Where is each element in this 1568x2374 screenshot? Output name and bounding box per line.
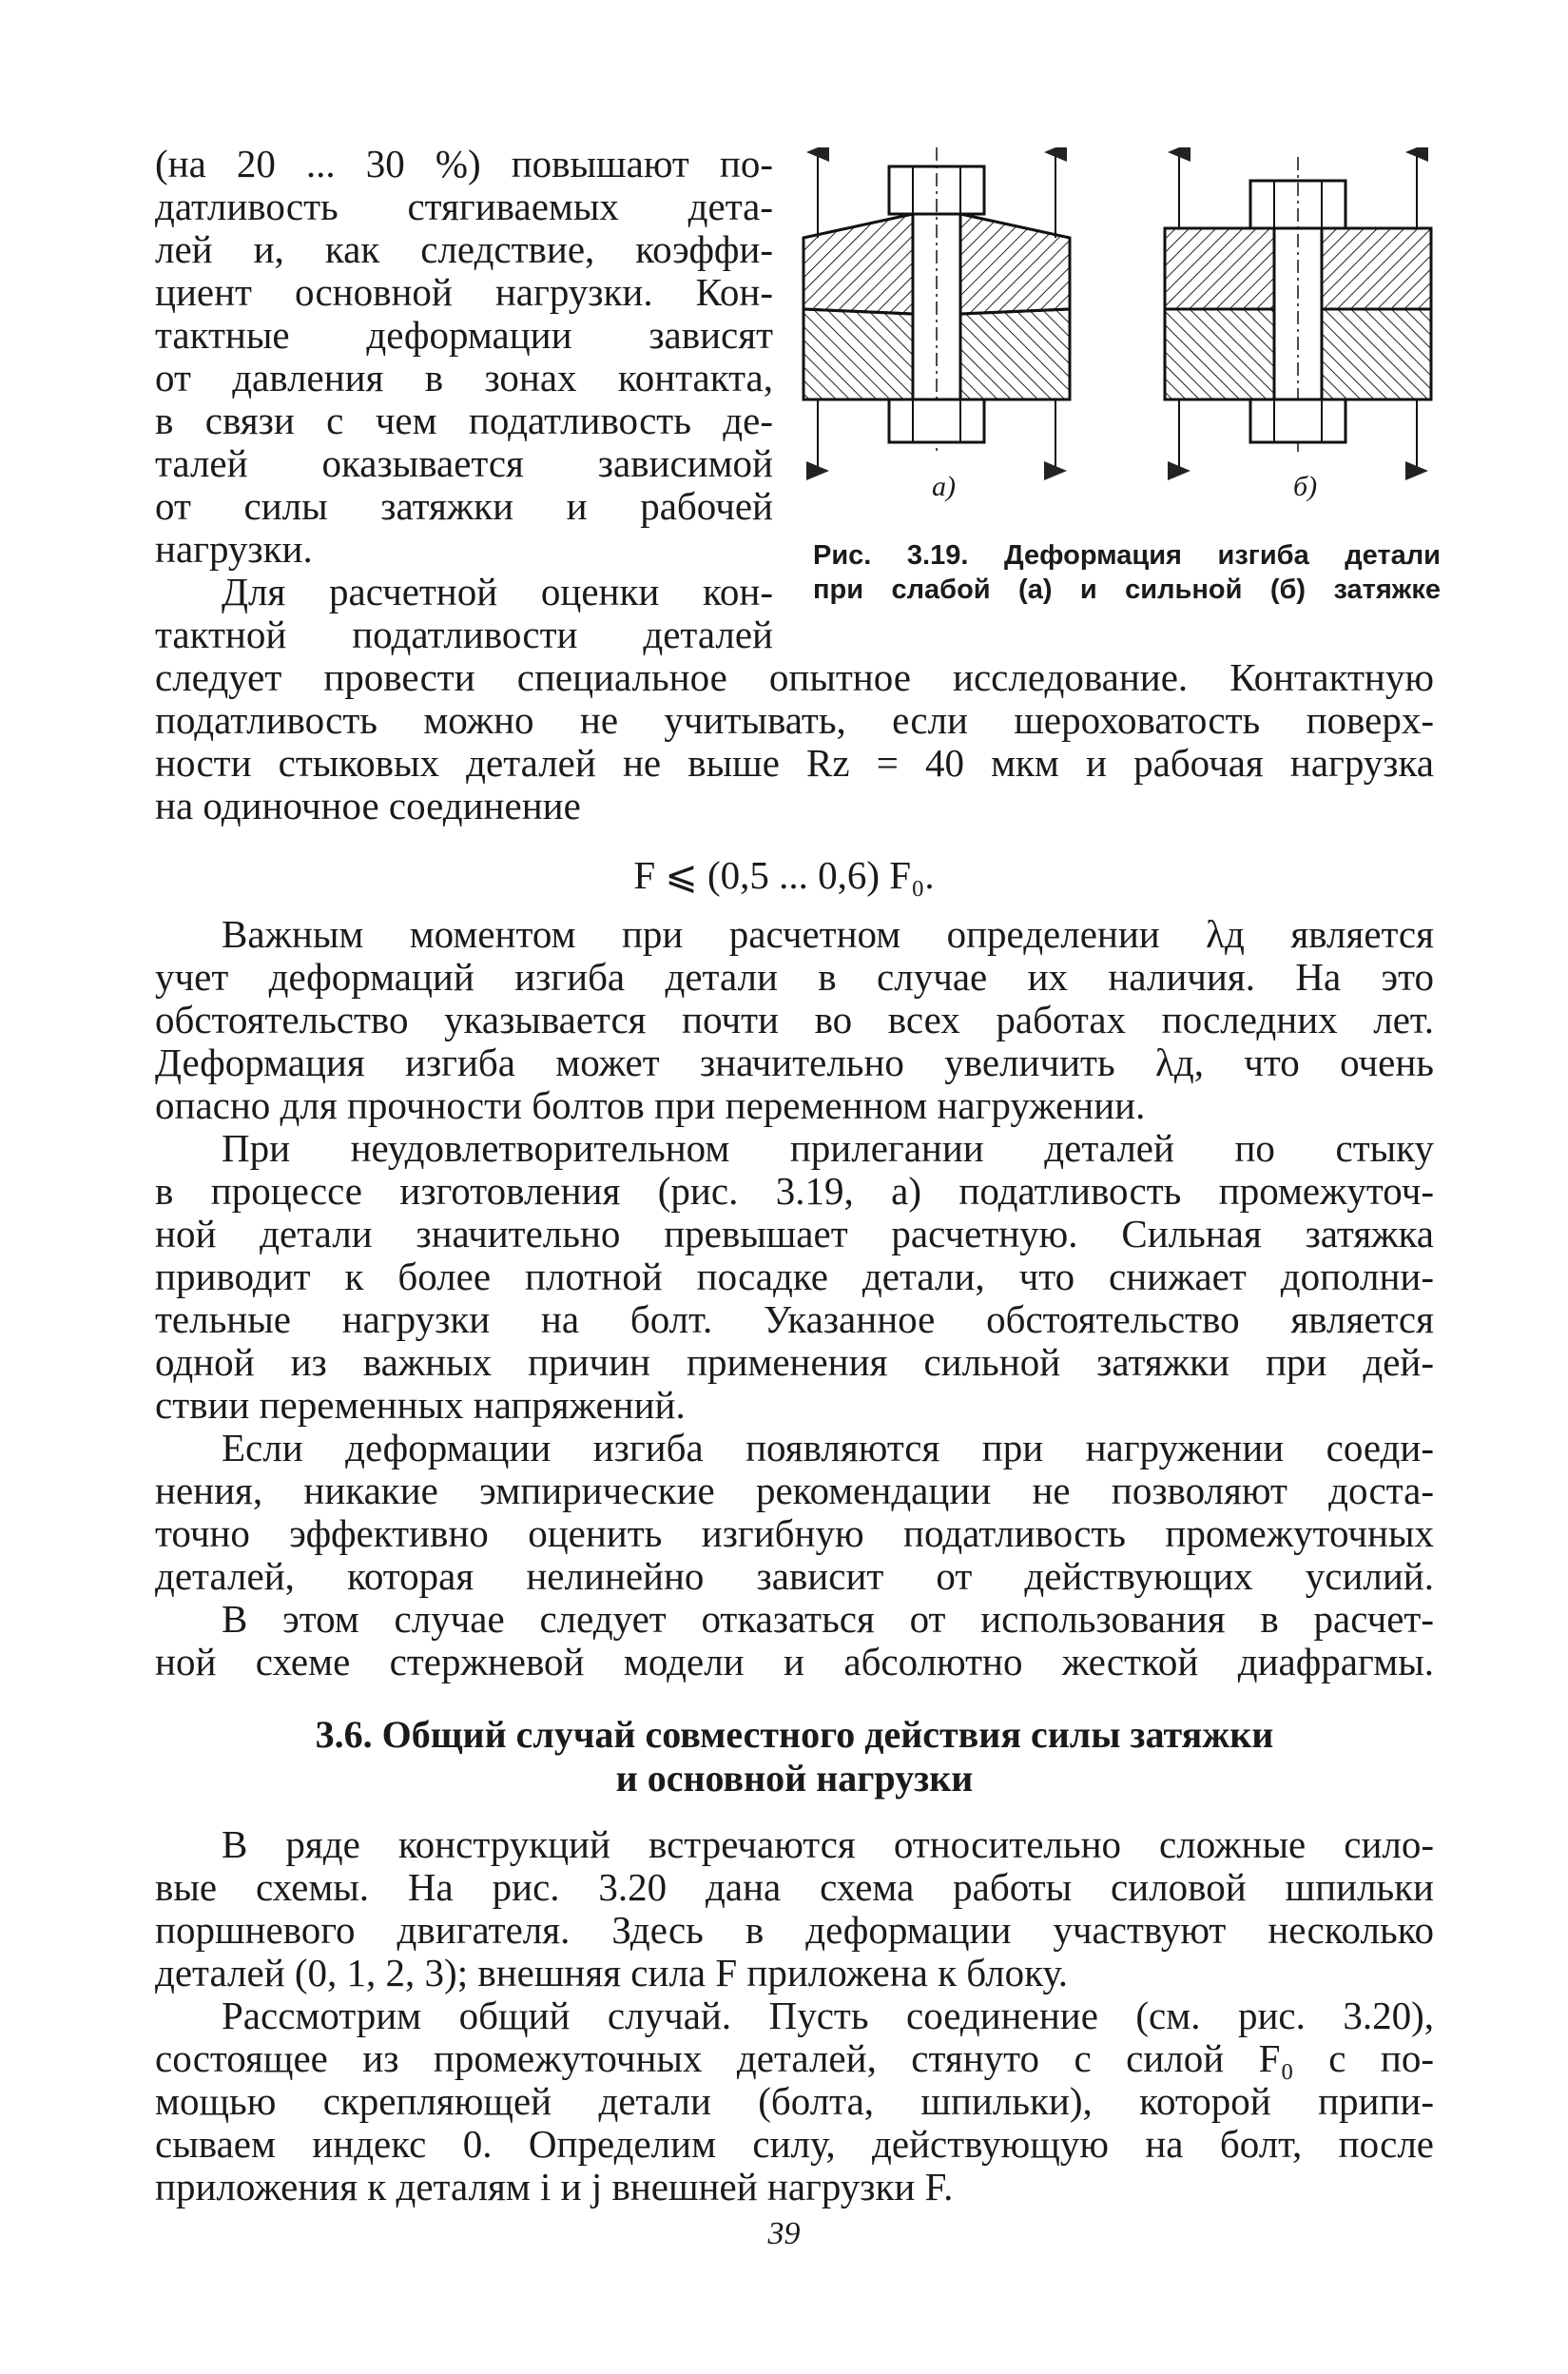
- lower-plate-left: [803, 309, 913, 399]
- text-line: точно эффективно оценить изгибную податливость промежуточных: [155, 1511, 1434, 1555]
- text-line: опасно для прочности болтов при переменном нагружении.: [155, 1083, 1146, 1127]
- lower-plate-left: [1165, 309, 1274, 399]
- upper-plate-right: [960, 214, 1070, 314]
- upper-plate-left: [1165, 228, 1274, 309]
- text-line: на одиночное соединение: [155, 784, 581, 827]
- diagram-b: [1165, 152, 1431, 471]
- text-line: лей и, как следствие, коэффи-: [155, 227, 773, 271]
- text-line: (на 20 ... 30 %) повышают по-: [155, 142, 773, 185]
- text-line: деталей (0, 1, 2, 3); внешняя сила F приложена к блоку.: [155, 1951, 1069, 1995]
- text-line: датливость стягиваемых дета-: [155, 185, 773, 228]
- text-line: вые схемы. На рис. 3.20 дана схема работы силовой шпильки: [155, 1865, 1434, 1909]
- text-line: тактные деформации зависят: [155, 313, 773, 357]
- text-line: Для расчетной оценки кон-: [222, 570, 773, 613]
- text-line: сываем индекс 0. Определим силу, действующую на болт, после: [155, 2122, 1434, 2166]
- bolt-deformation-diagram: [799, 147, 1445, 537]
- text-line: При неудовлетворительном прилегании деталей по стыку: [222, 1126, 1434, 1170]
- text-line: ной схеме стержневой модели и абсолютно жесткой диафрагмы.: [155, 1640, 1434, 1683]
- text-line: циент основной нагрузки. Кон-: [155, 270, 773, 314]
- text-line: Важным моментом при расчетном определении λд является: [222, 912, 1434, 956]
- formula: F ⩽ (0,5 ... 0,6) F₀.: [633, 853, 935, 897]
- text-line: приводит к более плотной посадке детали, что снижает дополни-: [155, 1255, 1434, 1298]
- text-line: ной детали значительно превышает расчетную. Сильная затяжка: [155, 1212, 1434, 1255]
- figure-caption: Рис. 3.19. Деформация изгиба детали: [813, 540, 1441, 571]
- upper-plate-right: [1322, 228, 1431, 309]
- text-line: В этом случае следует отказаться от использования в расчет-: [222, 1597, 1434, 1641]
- text-line: от давления в зонах контакта,: [155, 356, 773, 399]
- lower-plate-right: [960, 309, 1070, 399]
- text-line: состоящее из промежуточных деталей, стянуто с силой F₀ с по-: [155, 2036, 1434, 2080]
- text-line: в процессе изготовления (рис. 3.19, а) податливость промежуточ-: [155, 1169, 1434, 1213]
- text-line: следует провести специальное опытное исследование. Контактную: [155, 655, 1434, 699]
- text-line: тактной податливости деталей: [155, 613, 773, 656]
- text-line: податливость можно не учитывать, если шероховатость поверх-: [155, 698, 1434, 742]
- text-line: Если деформации изгиба появляются при нагружении соеди-: [222, 1426, 1434, 1469]
- text-line: В ряде конструкций встречаются относительно сложные сило-: [222, 1822, 1434, 1866]
- lower-plate-right: [1322, 309, 1431, 399]
- text-line: приложения к деталям i и j внешней нагрузки F.: [155, 2165, 954, 2209]
- text-line: в связи с чем податливость де-: [155, 399, 773, 442]
- section-heading: и основной нагрузки: [615, 1757, 974, 1800]
- label-b: б): [1293, 471, 1318, 502]
- text-line: ности стыковых деталей не выше Rz = 40 мкм и рабочая нагрузка: [155, 741, 1434, 785]
- text-line: ствии переменных напряжений.: [155, 1383, 686, 1427]
- text-line: одной из важных причин применения сильной затяжки при дей-: [155, 1340, 1434, 1384]
- figure-3-19: [799, 147, 1445, 537]
- text-line: от силы затяжки и рабочей: [155, 484, 773, 528]
- text-line: Рассмотрим общий случай. Пусть соединение (см. рис. 3.20),: [222, 1994, 1434, 2037]
- upper-plate-left: [803, 214, 913, 314]
- text-line: деталей, которая нелинейно зависит от действующих усилий.: [155, 1554, 1434, 1598]
- text-line: нагрузки.: [155, 527, 313, 571]
- page-number: 39: [767, 2216, 801, 2251]
- text-line: обстоятельство указывается почти во всех работах последних лет.: [155, 998, 1434, 1041]
- section-heading: 3.6. Общий случай совместного действия силы затяжки: [315, 1713, 1274, 1756]
- text-line: тельные нагрузки на болт. Указанное обстоятельство является: [155, 1297, 1434, 1341]
- nut: [1250, 399, 1345, 442]
- text-line: мощью скрепляющей детали (болта, шпильки), которой припи-: [155, 2079, 1434, 2123]
- text-line: талей оказывается зависимой: [155, 441, 773, 485]
- diagram-a: [803, 147, 1070, 471]
- text-line: нения, никакие эмпирические рекомендации не позволяют доста-: [155, 1469, 1434, 1512]
- text-line: Деформация изгиба может значительно увеличить λд, что очень: [155, 1041, 1434, 1084]
- label-a: а): [932, 471, 956, 502]
- text-line: поршневого двигателя. Здесь в деформации участвуют несколько: [155, 1908, 1434, 1952]
- figure-caption: при слабой (а) и сильной (б) затяжке: [813, 574, 1441, 605]
- nut: [889, 399, 984, 442]
- text-line: учет деформаций изгиба детали в случае их наличия. На это: [155, 955, 1434, 999]
